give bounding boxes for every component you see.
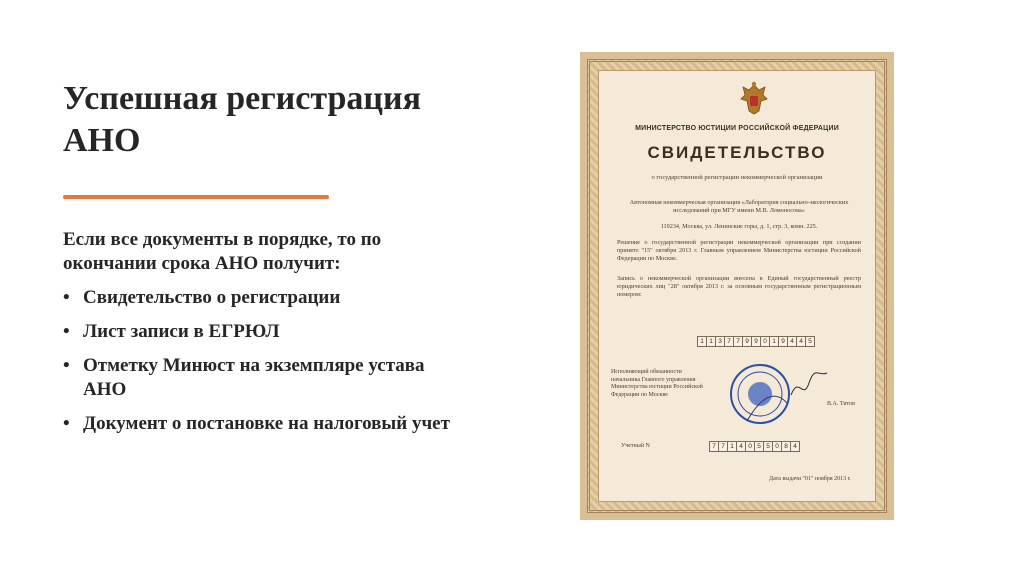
accent-divider xyxy=(63,195,329,199)
account-digit: 7 xyxy=(709,441,719,452)
registry-paragraph: Запись о некоммерческой организации внесена в Единый государственный реестр юридических лиц "28" октября 2013 г. за основным государственным регистрационным номером: xyxy=(617,275,861,298)
certificate-title: СВИДЕТЕЛЬСТВО xyxy=(647,143,827,162)
ogrn-digit: 1 xyxy=(697,336,707,347)
signature-icon xyxy=(789,371,829,401)
bullet-item xyxy=(63,354,463,402)
ogrn-digit: 0 xyxy=(760,336,770,347)
bullet-icon: • xyxy=(63,355,70,376)
account-digit: 0 xyxy=(772,441,782,452)
bullet-text: Отметку Минюст на экземпляре устава АНО xyxy=(83,355,425,400)
bullet-list xyxy=(63,286,463,436)
bullet-icon: • xyxy=(63,287,70,308)
intro-text: Если все документы в порядке, то по окончании срока АНО получит: xyxy=(63,229,382,274)
account-digit: 7 xyxy=(718,441,728,452)
bullet-icon: • xyxy=(63,321,70,342)
account-digit: 0 xyxy=(745,441,755,452)
bullet-item xyxy=(63,320,463,344)
bullet-text: Лист записи в ЕГРЮЛ xyxy=(83,321,280,342)
bullet-text: Документ о постановке на налоговый учет xyxy=(83,413,450,434)
account-digit: 5 xyxy=(754,441,764,452)
account-digit: 8 xyxy=(781,441,791,452)
ogrn-digit: 3 xyxy=(715,336,725,347)
certificate-sheet xyxy=(598,70,876,502)
bullet-item xyxy=(63,412,463,436)
ogrn-digit: 1 xyxy=(769,336,779,347)
ogrn-digit: 4 xyxy=(796,336,806,347)
account-digit: 4 xyxy=(736,441,746,452)
issue-date: Дата выдачи "01" ноября 2013 г. xyxy=(769,476,851,482)
bullet-icon: • xyxy=(63,413,70,434)
ogrn-digit: 9 xyxy=(751,336,761,347)
ministry-header: МИНИСТЕРСТВО ЮСТИЦИИ РОССИЙСКОЙ ФЕДЕРАЦИИ xyxy=(635,125,839,132)
decision-paragraph: Решение о государственной регистрации некоммерческой организации при создании принято "15" октября 2013 г. Главным управлением Министерства юстиции Российской Федерации по Москве. xyxy=(617,239,861,262)
account-digit: 5 xyxy=(763,441,773,452)
ogrn-digit: 4 xyxy=(787,336,797,347)
ogrn-digit: 7 xyxy=(733,336,743,347)
slide-title: Успешная регистрация АНО xyxy=(63,80,421,159)
certificate-image xyxy=(580,52,894,520)
signatory-title: Исполняющий обязанности начальника Главного управления Министерства юстиции Российской Федерации по Москве xyxy=(611,369,703,398)
organization-address: 119234, Москва, ул. Ленинские горы, д. 1, стр. 3, комн. 225. xyxy=(660,223,818,230)
bullet-item xyxy=(63,286,463,310)
ogrn-digit: 1 xyxy=(706,336,716,347)
account-label: Учетный N xyxy=(621,443,650,449)
account-number xyxy=(709,441,799,452)
certificate-subtitle: о государственной регистрации некоммерческой организации xyxy=(651,174,823,181)
ogrn-digit: 9 xyxy=(742,336,752,347)
account-digit: 1 xyxy=(727,441,737,452)
ogrn-number xyxy=(697,336,814,347)
coat-of-arms-icon xyxy=(737,81,771,117)
ogrn-digit: 9 xyxy=(778,336,788,347)
slide-body xyxy=(63,228,463,446)
signer-name: В.А. Титов xyxy=(827,401,855,407)
ogrn-digit: 7 xyxy=(724,336,734,347)
bullet-text: Свидетельство о регистрации xyxy=(83,287,341,308)
official-seal-icon xyxy=(729,363,791,425)
ogrn-digit: 5 xyxy=(805,336,815,347)
organization-name: Автономная некоммерческая организация «Лаборатория социально-экологических исследований при МГУ имени М.В. Ломоносова» xyxy=(629,199,849,214)
account-digit: 4 xyxy=(790,441,800,452)
